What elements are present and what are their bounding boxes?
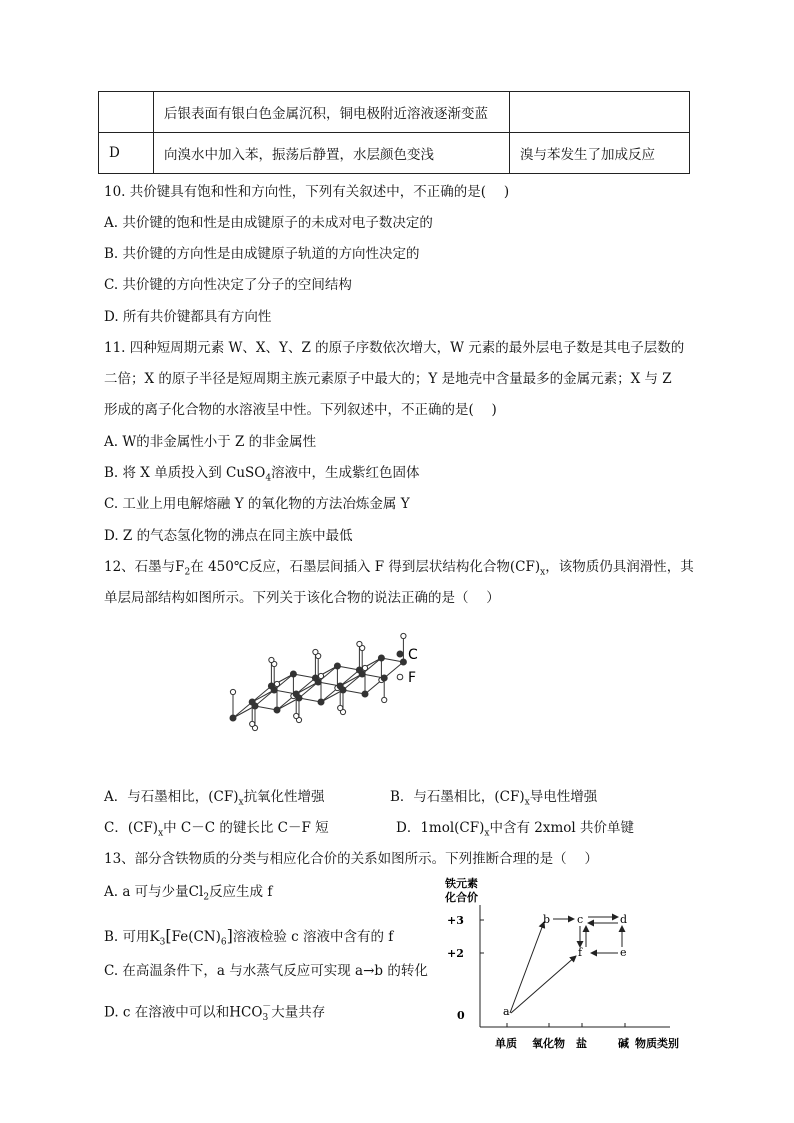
q10-option-d: D. 所有共价键都具有方向性 <box>104 309 272 325</box>
carbon-atom <box>249 699 255 705</box>
q10-option-a: A. 共价键的饱和性是由成键原子的未成对电子数决定的 <box>104 215 433 231</box>
q13-option-b <box>104 926 393 953</box>
q13-d-chem: HCO <box>229 1004 263 1021</box>
fluorine-atom <box>318 673 323 678</box>
y-tick-label: 0 <box>457 1009 465 1022</box>
q13-stem: 13、部分含铁物质的分类与相应化合价的关系如图所示。下列推断合理的是（ ） <box>104 851 598 867</box>
y-axis-title-line2: 化合价 <box>445 891 478 904</box>
carbon-atom <box>318 699 324 705</box>
q12-d-x: x <box>484 828 490 839</box>
q12-stem-b: 在 450℃反应，石墨层间插入 F 得到层状结构化合物(CF) <box>190 559 541 575</box>
carbon-atom <box>362 691 368 697</box>
q13-b-left-bracket: [ <box>165 926 172 945</box>
q11-option-c: C. 工业上用电解熔融 Y 的氧化物的方法冶炼金属 Y <box>104 496 410 512</box>
q12-c-pre: C．(CF) <box>104 820 159 836</box>
fluorine-atom <box>274 681 279 686</box>
q10-option-c: C. 共价键的方向性决定了分子的空间结构 <box>104 277 352 293</box>
carbon-atom <box>334 663 340 669</box>
q12-a-x: x <box>238 797 244 808</box>
carbon-atom <box>268 683 274 689</box>
q13-a-chem: Cl <box>188 884 204 900</box>
legend-fluorine-label: F <box>408 670 417 686</box>
table-row <box>99 92 690 133</box>
q13-b-right-bracket: ] <box>226 926 233 945</box>
q12-stem-line1 <box>104 557 694 583</box>
q12-stem-sub: 2 <box>184 567 191 578</box>
legend-carbon-label: C <box>408 647 418 663</box>
q12-stem-line2: 单层局部结构如图所示。下列关于该化合物的说法正确的是（ ） <box>104 590 500 606</box>
fluorine-atom <box>313 649 318 654</box>
q12-d-post: 中含有 2xmol 共价单键 <box>489 820 635 836</box>
fluorine-atom <box>269 657 274 662</box>
point-label-d: d <box>620 913 628 926</box>
fluorine-atom <box>357 641 362 646</box>
point-label-e: e <box>620 946 627 959</box>
q13-d-pre: D. c 在溶液中可以和 <box>104 1004 230 1021</box>
carbon-atom <box>381 675 387 681</box>
carbon-atom <box>230 715 236 721</box>
q13-b-fe-sub: 6 <box>220 937 227 948</box>
bond-line <box>252 690 274 702</box>
y-tick-label: +3 <box>447 914 464 927</box>
q12-c-x: x <box>158 828 164 839</box>
q13-option-d <box>104 999 325 1028</box>
table-cell-label <box>99 92 154 133</box>
fluorine-atom <box>338 705 343 710</box>
q11-option-b <box>104 463 420 489</box>
carbon-atom <box>356 667 362 673</box>
bond-line <box>343 674 362 690</box>
carbon-atom <box>378 655 384 661</box>
bond-line <box>233 702 252 718</box>
x-tick-label: 单质 <box>495 1037 517 1050</box>
y-tick-label: +2 <box>447 947 464 960</box>
q10-stem: 10. 共价键具有饱和性和方向性，下列有关叙述中，不正确的是( ) <box>104 184 510 200</box>
q13-b-k-sub: 3 <box>159 937 166 948</box>
q11-option-b-post: 溶液中，生成紫红色固体 <box>271 465 420 481</box>
q11-option-b-sub: 4 <box>265 473 272 484</box>
carbon-atom <box>312 675 318 681</box>
carbon-atom <box>293 691 299 697</box>
point-label-a: a <box>503 1005 510 1018</box>
table-cell-experiment: 向溴水中加入苯，振荡后静置，水层颜色变浅 <box>154 133 510 174</box>
fluorine-atom <box>250 721 255 726</box>
point-label-c: c <box>577 913 584 926</box>
q12-b-x: x <box>524 797 530 808</box>
q12-b-post: 导电性增强 <box>529 789 598 805</box>
q13-d-post: 大量共存 <box>271 1004 326 1021</box>
x-axis-title: 物质类别 <box>635 1037 679 1050</box>
q13-option-c: C. 在高温条件下，a 与水蒸气反应可实现 a→b 的转化 <box>104 963 428 979</box>
q13-d-sup: － <box>262 1002 272 1012</box>
point-label-f: f <box>578 946 583 959</box>
carbon-atom <box>274 707 280 713</box>
q13-b-pre: B. 可用 <box>104 929 150 945</box>
q11-option-d: D. Z 的气态氢化物的沸点在同主族中最低 <box>104 528 353 544</box>
bond-line <box>296 678 315 694</box>
legend-carbon-dot <box>397 651 403 657</box>
bond-line <box>299 682 318 698</box>
q11-option-a: A. W的非金属性小于 Z 的非金属性 <box>104 434 317 450</box>
q12-option-a <box>104 787 325 813</box>
bond-line <box>340 670 359 686</box>
q12-a-post: 抗氧化性增强 <box>243 789 325 805</box>
q12-stem-c: ，该物质仍具润滑性，其 <box>545 559 694 575</box>
q12-d-pre: D．1mol(CF) <box>396 820 485 836</box>
bond-line <box>252 686 271 702</box>
q11-stem-line3: 形成的离子化合物的水溶液呈中性。下列叙述中，不正确的是( ) <box>104 402 497 418</box>
x-tick-label: 盐 <box>576 1037 587 1050</box>
q12-stem-x: x <box>540 567 546 578</box>
table-cell-label: D <box>99 133 154 174</box>
legend-fluorine-dot <box>397 674 403 680</box>
iron-valence-diagram <box>435 875 690 1060</box>
table-cell-experiment: 后银表面有银白色金属沉积，铜电极附近溶液逐渐变蓝 <box>154 92 510 133</box>
fluorine-atom <box>382 697 387 702</box>
q13-a-post: 反应生成 f <box>209 884 273 900</box>
table-row <box>99 133 690 174</box>
q12-option-c <box>104 818 329 844</box>
q12-option-d <box>396 818 634 844</box>
carbon-atom <box>337 683 343 689</box>
q13-a-sub: 2 <box>203 892 210 903</box>
q13-b-post: 溶液检验 c 溶液中含有的 f <box>232 929 394 945</box>
y-axis-title-line1: 铁元素 <box>445 877 478 890</box>
point-label-b: b <box>543 913 551 926</box>
bond-line <box>233 706 255 718</box>
fluorine-atom <box>401 633 406 638</box>
table-cell-conclusion: 溴与苯发生了加成反应 <box>510 133 690 174</box>
q12-a-pre: A．与石墨相比，(CF) <box>104 789 239 805</box>
fluorine-atom <box>230 689 235 694</box>
q13-d-sub: 3 <box>262 1013 269 1024</box>
bond-line <box>255 690 274 706</box>
bond-line <box>296 682 318 694</box>
x-tick-label: 氧化物 <box>532 1037 565 1050</box>
q10-option-b: B. 共价键的方向性是由成键原子轨道的方向性决定的 <box>104 246 420 262</box>
table-cell-conclusion <box>510 92 690 133</box>
experiment-table <box>98 91 690 174</box>
q11-stem-line1: 11. 四种短周期元素 W、X、Y、Z 的原子序数依次增大，W 元素的最外层电子数是其电子层数的 <box>104 340 685 356</box>
carbon-atom <box>400 659 406 665</box>
q12-c-post: 中 C－C 的键长比 C－F 短 <box>163 820 329 836</box>
fluorine-atom <box>294 713 299 718</box>
q13-a-pre: A. a 可与少量 <box>104 884 189 900</box>
q13-option-a <box>104 882 272 908</box>
carbon-atom <box>290 671 296 677</box>
q11-option-b-pre: B. 将 X 单质投入到 CuSO <box>104 465 266 481</box>
bond-line <box>340 674 362 686</box>
q12-stem-a: 12、石墨与F <box>104 559 185 575</box>
q13-b-fe: Fe(CN) <box>171 929 221 945</box>
x-tick-label: 碱 <box>618 1037 629 1050</box>
q11-stem-line2: 二倍；X 的原子半径是短周期主族元素原子中最大的；Y 是地壳中含量最多的金属元素；X 与 Z <box>104 371 672 387</box>
cf-structure-figure <box>215 628 430 763</box>
q12-b-pre: B．与石墨相比，(CF) <box>390 789 525 805</box>
q13-b-k: K <box>149 929 160 945</box>
fluorine-atom <box>362 665 367 670</box>
q12-option-b <box>390 787 597 813</box>
